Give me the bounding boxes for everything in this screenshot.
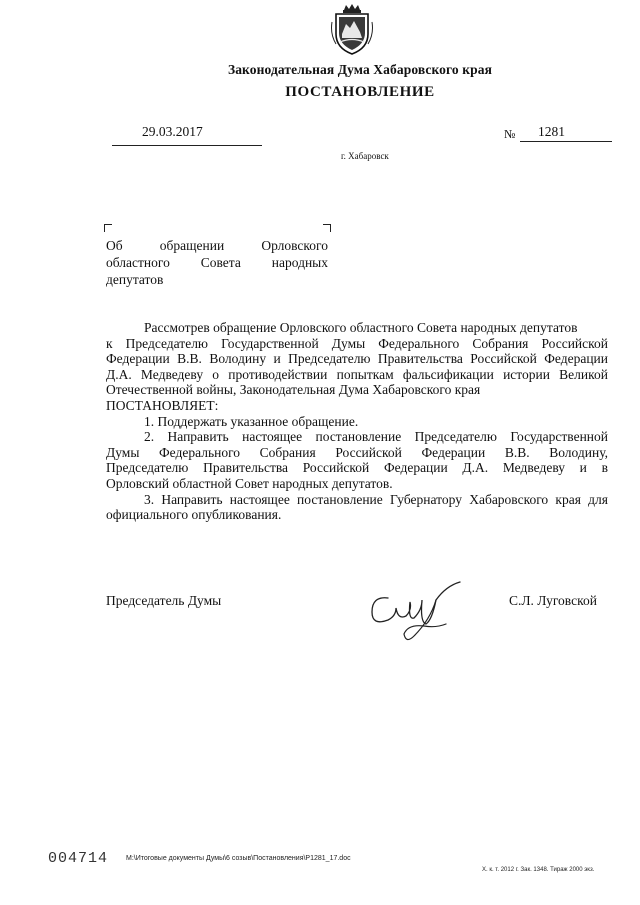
preamble-line: Федерации В.В. Володину и Председателю Правительства Российской Федерации xyxy=(106,351,608,367)
registration-stamp-number: 004714 xyxy=(48,850,109,867)
preamble-line: Рассмотрев обращение Орловского областного Совета народных депутатов xyxy=(144,320,578,335)
resolution-body xyxy=(106,320,608,523)
print-info-footer: Х. к. т. 2012 г. Зак. 1348. Тираж 2000 экз. xyxy=(482,867,595,873)
document-number: 1281 xyxy=(538,124,565,139)
number-sign: № xyxy=(504,127,516,141)
date-underline xyxy=(112,145,262,146)
resolution-item-2-line: Орловский областной Совет народных депутатов. xyxy=(106,475,393,491)
subject-line: Об обращении Орловского xyxy=(106,238,328,253)
city-label: г. Хабаровск xyxy=(341,151,389,161)
chairman-title: Председатель Думы xyxy=(106,593,222,608)
subject-line: депутатов xyxy=(106,272,164,287)
preamble-line: Отечественной войны, Законодательная Дума Хабаровского края xyxy=(106,382,481,398)
document-type-heading: ПОСТАНОВЛЕНИЕ xyxy=(285,84,435,100)
handwritten-signature xyxy=(366,580,466,646)
coat-of-arms-emblem xyxy=(330,4,374,56)
preamble-line: к Председателю Государственной Думы Федерального Собрания Российской xyxy=(106,335,608,351)
number-underline xyxy=(520,141,612,142)
subject-line: областного Совета народных xyxy=(106,255,328,270)
subject-corner-right xyxy=(323,224,331,232)
resolution-item-2-line: 2. Направить настоящее постановление Председателю Государственной xyxy=(144,429,608,445)
resolution-item-3-line: 3. Направить настоящее постановление Губернатору Хабаровского края для xyxy=(144,491,608,507)
file-path-footer: M:\Итоговые документы Думы\6 созыв\Постановления\P1281_17.doc xyxy=(126,855,351,862)
resolution-item-1: 1. Поддержать указанное обращение. xyxy=(144,413,359,429)
organization-title: Законодательная Дума Хабаровского края xyxy=(227,62,492,77)
subject-block xyxy=(106,237,328,288)
signer-name: С.Л. Луговской xyxy=(509,593,597,608)
subject-corner-left xyxy=(104,224,112,232)
preamble-line: Д.А. Медведеву о противодействии попыткам фальсификации истории Великой xyxy=(106,366,608,382)
resolution-item-2-line: Думы Федерального Собрания Российской Федерации В.В. Володину, xyxy=(106,444,608,460)
resolution-item-2-line: Председателю Правительства Российской Федерации Д.А. Медведеву и в xyxy=(106,460,608,476)
resolution-item-3-line: официального опубликования. xyxy=(106,507,282,523)
document-date: 29.03.2017 xyxy=(142,124,203,139)
resolves-heading: ПОСТАНОВЛЯЕТ: xyxy=(106,397,219,413)
